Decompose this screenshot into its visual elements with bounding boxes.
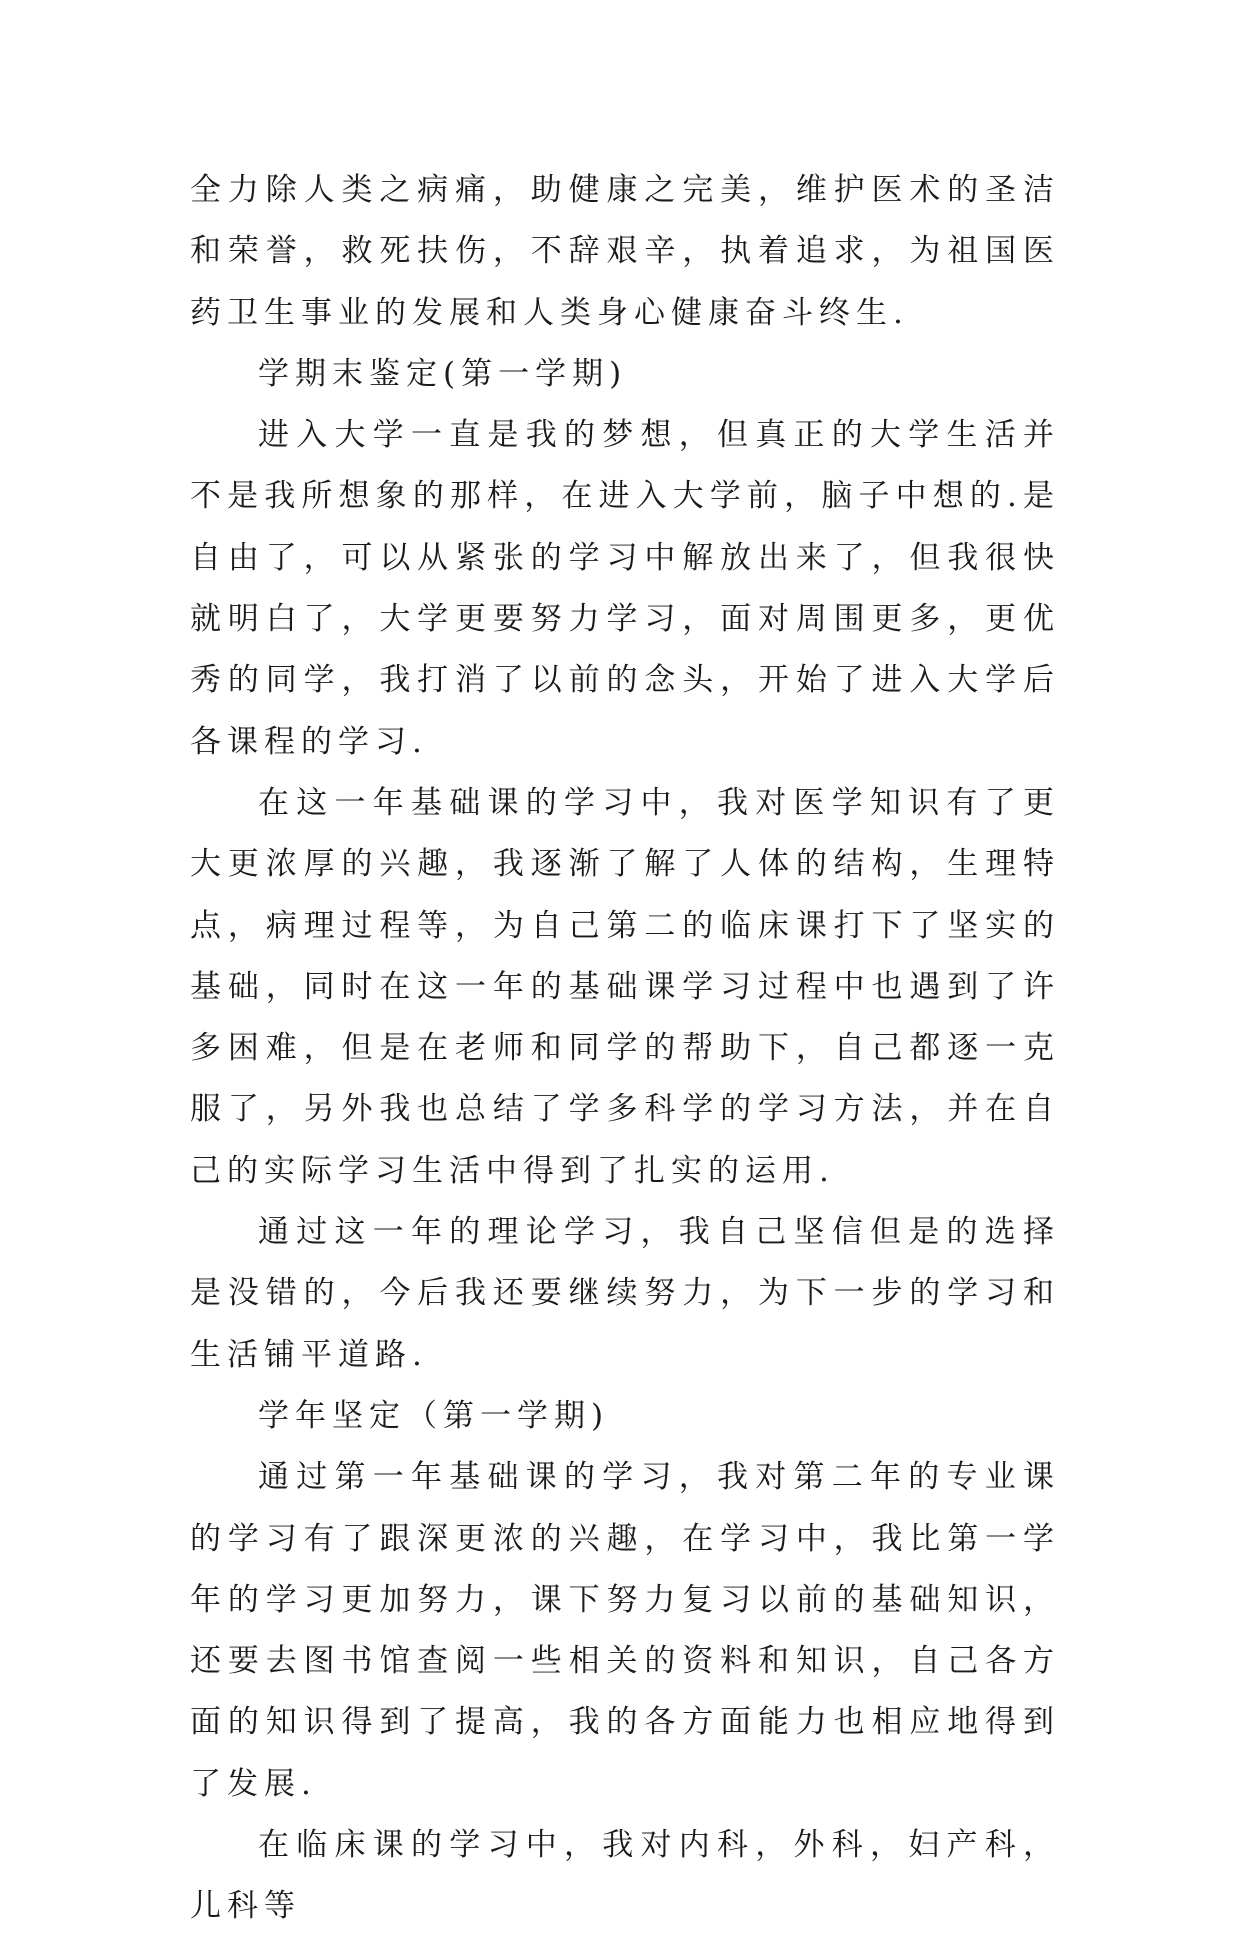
paragraph-clinical-courses: 在临床课的学习中，我对内科，外科，妇产科，儿科等: [190, 1827, 1060, 1925]
paragraph-theory-study: 通过这一年的理论学习，我自己坚信但是的选择是没错的，今后我还要继续努力，为下一步的学习和生活铺平道路.: [190, 1214, 1060, 1373]
section-heading-semester-end: 学期末鉴定(第一学期): [258, 355, 628, 392]
paragraph-professional-courses: 通过第一年基础课的学习，我对第二年的专业课的学习有了跟深更浓的兴趣，在学习中，我比第一学年的学习更加努力，课下努力复习以前的基础知识，还要去图书馆查阅一些相关的资料和知识，自己各方面的知识得到了提高，我的各方面能力也相应地得到了发展.: [190, 1459, 1060, 1802]
paragraph-intro-continuation: 全力除人类之病痛，助健康之完美，维护医术的圣洁和荣誉，救死扶伤，不辞艰辛，执着追求，为祖国医药卫生事业的发展和人类身心健康奋斗终生.: [190, 172, 1060, 331]
paragraph-basic-courses: 在这一年基础课的学习中，我对医学知识有了更大更浓厚的兴趣，我逐渐了解了人体的结构，生理特点，病理过程等，为自己第二的临床课打下了坚实的基础，同时在这一年的基础课学习过程中也遇到了许多困难，但是在老师和同学的帮助下，自己都逐一克服了，另外我也总结了学多科学的学习方法，并在自己的实际学习生活中得到了扎实的运用.: [190, 784, 1060, 1189]
document-body: [190, 160, 1060, 1938]
section-heading-academic-year: 学年坚定（第一学期): [258, 1397, 610, 1434]
paragraph-entering-university: 进入大学一直是我的梦想，但真正的大学生活并不是我所想象的那样，在进入大学前，脑子中想的.是自由了，可以从紧张的学习中解放出来了，但我很快就明白了，大学更要努力学习，面对周围更多，更优秀的同学，我打消了以前的念头，开始了进入大学后各课程的学习.: [190, 417, 1060, 760]
